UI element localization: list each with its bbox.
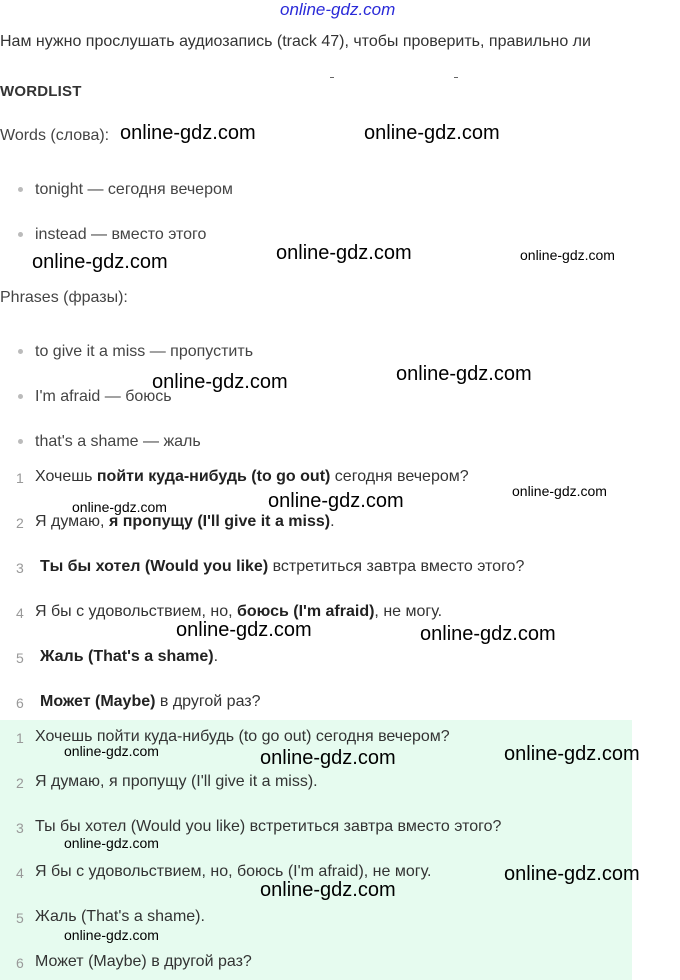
answer-line: Я думаю, я пропущу (I'll give it a miss).	[35, 773, 318, 790]
watermark: online-gdz.com	[520, 247, 615, 263]
watermark: online-gdz.com	[120, 122, 256, 144]
dialogue-number: 1	[16, 470, 24, 486]
answer-line: Хочешь пойти куда-нибудь (to go out) сегодня вечером?	[35, 728, 450, 745]
answer-line: Жаль (That's a shame).	[35, 908, 205, 925]
dialogue-line: Жаль (That's a shame).	[40, 648, 219, 665]
answer-number: 2	[16, 775, 24, 791]
bullet-icon	[18, 349, 23, 354]
answer-number: 6	[16, 955, 24, 971]
dialogue-line: Ты бы хотел (Would you like) встретиться завтра вместо этого?	[40, 558, 525, 575]
header-watermark: online-gdz.com	[280, 0, 396, 19]
phrase-item: I'm afraid — боюсь	[18, 388, 172, 406]
watermark: online-gdz.com	[64, 927, 159, 943]
answer-number: 3	[16, 820, 24, 836]
dialogue-line: Хочешь пойти куда-нибудь (to go out) сегодня вечером?	[35, 468, 469, 485]
bullet-icon	[18, 187, 23, 192]
word-item: tonight — сегодня вечером	[18, 181, 233, 199]
cut-off-line	[330, 68, 480, 78]
answer-line: Может (Maybe) в другой раз?	[35, 953, 252, 970]
phrases-label: Phrases (фразы):	[0, 289, 128, 306]
watermark: online-gdz.com	[176, 619, 312, 641]
intro-text: Нам нужно прослушать аудиозапись (track 47), чтобы проверить, правильно ли	[0, 33, 591, 50]
watermark: online-gdz.com	[276, 242, 412, 264]
watermark: online-gdz.com	[64, 743, 159, 759]
watermark: online-gdz.com	[396, 363, 532, 385]
answer-number: 5	[16, 910, 24, 926]
watermark: online-gdz.com	[364, 122, 500, 144]
answer-line: Я бы с удовольствием, но, боюсь (I'm afraid), не могу.	[35, 863, 432, 880]
watermark: online-gdz.com	[260, 879, 396, 901]
bullet-icon	[18, 232, 23, 237]
watermark: online-gdz.com	[260, 747, 396, 769]
watermark: online-gdz.com	[152, 371, 288, 393]
watermark: online-gdz.com	[268, 490, 404, 512]
watermark: online-gdz.com	[32, 251, 168, 273]
wordlist-title: WORDLIST	[0, 83, 82, 100]
bullet-icon	[18, 439, 23, 444]
dialogue-number: 3	[16, 560, 24, 576]
answer-number: 4	[16, 865, 24, 881]
dialogue-number: 6	[16, 695, 24, 711]
dialogue-line: Я думаю, я пропущу (I'll give it a miss).	[35, 513, 335, 530]
word-item: instead — вместо этого	[18, 226, 206, 244]
answer-number: 1	[16, 730, 24, 746]
bullet-icon	[18, 394, 23, 399]
watermark: online-gdz.com	[504, 863, 640, 885]
dialogue-number: 5	[16, 650, 24, 666]
dialogue-number: 4	[16, 605, 24, 621]
phrase-item: that's a shame — жаль	[18, 433, 201, 451]
phrase-item: to give it a miss — пропустить	[18, 343, 253, 361]
dialogue-number: 2	[16, 515, 24, 531]
dialogue-line: Может (Maybe) в другой раз?	[40, 693, 261, 710]
watermark: online-gdz.com	[64, 835, 159, 851]
answer-line: Ты бы хотел (Would you like) встретиться завтра вместо этого?	[35, 818, 502, 835]
words-label: Words (слова):	[0, 127, 110, 144]
watermark: online-gdz.com	[420, 623, 556, 645]
watermark: online-gdz.com	[504, 743, 640, 765]
watermark: online-gdz.com	[512, 483, 607, 499]
watermark: online-gdz.com	[72, 499, 167, 515]
dialogue-line: Я бы с удовольствием, но, боюсь (I'm afraid), не могу.	[35, 603, 443, 620]
